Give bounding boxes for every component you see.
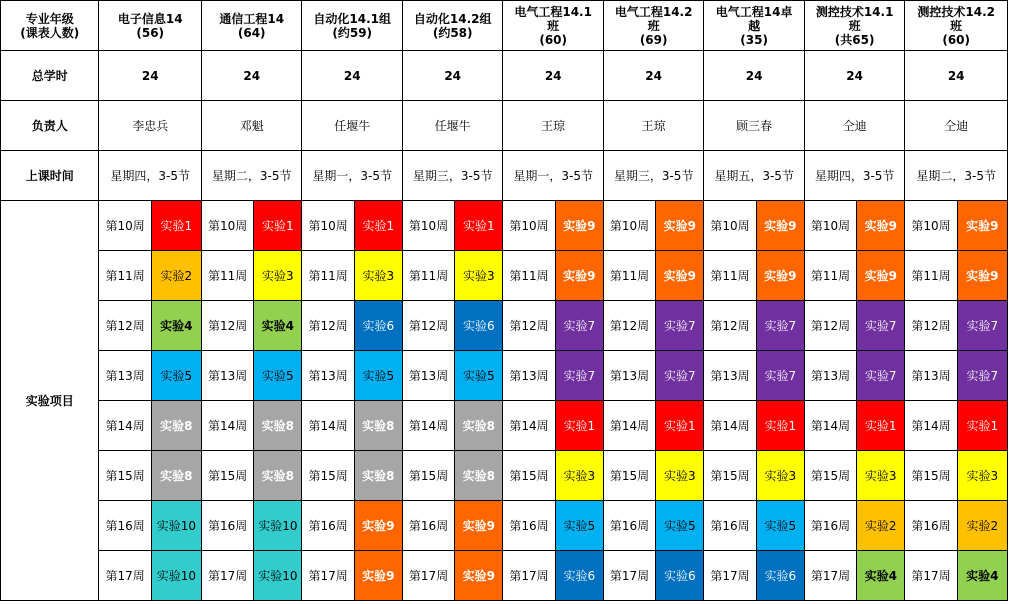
experiment-cell: 实验9 [756, 201, 804, 251]
class-header [99, 1, 202, 51]
experiment-cell: 实验5 [455, 351, 503, 401]
experiment-cell: 实验1 [656, 401, 704, 451]
week-cell: 第15周 [99, 451, 151, 501]
week-cell: 第12周 [603, 301, 655, 351]
week-cell: 第11周 [503, 251, 555, 301]
experiment-cell: 实验10 [254, 501, 302, 551]
experiment-cell: 实验8 [354, 451, 402, 501]
experiment-cell: 实验9 [354, 501, 402, 551]
owner-cell: 任堰牛 [302, 101, 402, 151]
experiment-cell: 实验1 [555, 401, 603, 451]
experiment-cell: 实验5 [254, 351, 302, 401]
week-cell: 第17周 [905, 551, 957, 601]
week-cell: 第13周 [503, 351, 555, 401]
class-header-line: 班 [547, 18, 560, 33]
experiment-cell: 实验9 [957, 201, 1007, 251]
hours-row [1, 51, 1008, 101]
week-cell: 第17周 [804, 551, 856, 601]
experiment-cell: 实验5 [354, 351, 402, 401]
experiment-cell: 实验9 [555, 201, 603, 251]
week-cell: 第10周 [402, 201, 454, 251]
experiment-cell: 实验1 [254, 201, 302, 251]
week-cell: 第15周 [804, 451, 856, 501]
class-header-line: 电气工程14.2 [614, 4, 693, 19]
experiment-cell: 实验6 [656, 551, 704, 601]
class-time-cell: 星期三，3-5节 [402, 151, 502, 201]
week-cell: 第16周 [201, 501, 253, 551]
week-cell: 第11周 [704, 251, 756, 301]
week-cell: 第11周 [201, 251, 253, 301]
class-header [804, 1, 904, 51]
class-header [603, 1, 703, 51]
class-time-cell: 星期四，3-5节 [804, 151, 904, 201]
week-row [1, 501, 1008, 551]
time-label: 上课时间 [1, 151, 99, 201]
week-cell: 第13周 [302, 351, 354, 401]
week-cell: 第10周 [804, 201, 856, 251]
week-cell: 第13周 [603, 351, 655, 401]
owner-cell: 李忠兵 [99, 101, 202, 151]
week-cell: 第10周 [905, 201, 957, 251]
corner-line-1: 专业年级 [25, 11, 74, 26]
experiment-cell: 实验3 [455, 251, 503, 301]
total-hours-cell: 24 [302, 51, 402, 101]
corner-line-2: (课表人数) [20, 25, 80, 40]
experiment-cell: 实验3 [254, 251, 302, 301]
experiment-cell: 实验3 [354, 251, 402, 301]
experiment-cell: 实验6 [555, 551, 603, 601]
week-cell: 第14周 [905, 401, 957, 451]
experiment-cell: 实验7 [857, 301, 905, 351]
week-cell: 第15周 [603, 451, 655, 501]
class-header-line: (69) [639, 32, 668, 47]
experiment-cell: 实验8 [455, 451, 503, 501]
week-cell: 第13周 [804, 351, 856, 401]
week-cell: 第11周 [402, 251, 454, 301]
class-header [704, 1, 804, 51]
experiment-cell: 实验7 [957, 301, 1007, 351]
week-cell: 第17周 [704, 551, 756, 601]
class-header-line: (共65) [834, 32, 875, 47]
week-cell: 第12周 [302, 301, 354, 351]
week-row [1, 351, 1008, 401]
class-header-line: (约58) [432, 25, 473, 40]
total-hours-cell: 24 [804, 51, 904, 101]
week-cell: 第17周 [503, 551, 555, 601]
owner-cell: 仝迪 [905, 101, 1008, 151]
experiment-cell: 实验7 [656, 351, 704, 401]
experiment-cell: 实验8 [254, 451, 302, 501]
header-row [1, 1, 1008, 51]
total-hours-cell: 24 [603, 51, 703, 101]
experiment-cell: 实验9 [455, 501, 503, 551]
week-cell: 第15周 [201, 451, 253, 501]
week-cell: 第15周 [302, 451, 354, 501]
week-cell: 第14周 [402, 401, 454, 451]
week-cell: 第10周 [503, 201, 555, 251]
class-header [402, 1, 502, 51]
experiment-cell: 实验10 [151, 501, 201, 551]
class-header-line: 测控技术14.2 [917, 4, 995, 19]
class-header-line: (56) [136, 25, 165, 40]
class-header-line: (约59) [332, 25, 373, 40]
experiment-cell: 实验10 [254, 551, 302, 601]
owner-cell: 任堰牛 [402, 101, 502, 151]
week-cell: 第11周 [804, 251, 856, 301]
experiment-cell: 实验3 [857, 451, 905, 501]
experiment-cell: 实验9 [857, 201, 905, 251]
experiment-cell: 实验8 [254, 401, 302, 451]
week-cell: 第12周 [905, 301, 957, 351]
week-cell: 第16周 [503, 501, 555, 551]
class-header-line: 测控技术14.1 [815, 4, 894, 19]
class-header-line: 自动化14.2组 [413, 11, 492, 26]
experiment-cell: 实验8 [151, 401, 201, 451]
experiment-cell: 实验2 [957, 501, 1007, 551]
week-cell: 第14周 [503, 401, 555, 451]
week-cell: 第16周 [99, 501, 151, 551]
week-cell: 第14周 [99, 401, 151, 451]
week-row [1, 201, 1008, 251]
experiment-cell: 实验1 [756, 401, 804, 451]
experiment-cell: 实验5 [756, 501, 804, 551]
class-header-line: (64) [237, 25, 266, 40]
week-cell: 第10周 [302, 201, 354, 251]
week-row [1, 301, 1008, 351]
experiment-cell: 实验6 [354, 301, 402, 351]
total-hours-cell: 24 [402, 51, 502, 101]
owner-label: 负责人 [1, 101, 99, 151]
class-header [905, 1, 1008, 51]
week-cell: 第17周 [201, 551, 253, 601]
week-cell: 第12周 [503, 301, 555, 351]
week-cell: 第14周 [201, 401, 253, 451]
class-header [302, 1, 402, 51]
week-cell: 第16周 [804, 501, 856, 551]
owner-cell: 顾三春 [704, 101, 804, 151]
experiment-cell: 实验5 [555, 501, 603, 551]
class-header-line: 电气工程14卓 [715, 4, 793, 19]
owner-cell: 王琼 [603, 101, 703, 151]
experiment-cell: 实验7 [756, 301, 804, 351]
week-cell: 第13周 [99, 351, 151, 401]
week-row [1, 451, 1008, 501]
experiment-cell: 实验9 [656, 251, 704, 301]
experiment-cell: 实验1 [151, 201, 201, 251]
total-hours-cell: 24 [503, 51, 603, 101]
total-hours-cell: 24 [201, 51, 301, 101]
experiment-cell: 实验7 [857, 351, 905, 401]
experiment-cell: 实验8 [455, 401, 503, 451]
class-header-line: 通信工程14 [219, 11, 285, 26]
experiment-cell: 实验4 [254, 301, 302, 351]
class-header [503, 1, 603, 51]
class-time-cell: 星期一，3-5节 [302, 151, 402, 201]
experiment-cell: 实验4 [957, 551, 1007, 601]
experiment-cell: 实验9 [354, 551, 402, 601]
week-cell: 第14周 [603, 401, 655, 451]
owner-cell: 邓魁 [201, 101, 301, 151]
experiment-cell: 实验2 [857, 501, 905, 551]
week-cell: 第17周 [302, 551, 354, 601]
week-cell: 第11周 [302, 251, 354, 301]
week-cell: 第17周 [99, 551, 151, 601]
class-header-line: 自动化14.1组 [313, 11, 391, 26]
experiment-cell: 实验6 [455, 301, 503, 351]
week-cell: 第11周 [905, 251, 957, 301]
week-cell: 第12周 [201, 301, 253, 351]
experiment-cell: 实验8 [354, 401, 402, 451]
week-cell: 第15周 [704, 451, 756, 501]
class-header-line: 越 [748, 18, 761, 33]
experiment-cell: 实验2 [151, 251, 201, 301]
class-header-line: 电气工程14.1 [514, 4, 592, 19]
week-row [1, 551, 1008, 601]
owner-cell: 王琼 [503, 101, 603, 151]
experiment-cell: 实验1 [857, 401, 905, 451]
week-cell: 第13周 [402, 351, 454, 401]
week-cell: 第16周 [905, 501, 957, 551]
experiment-cell: 实验3 [756, 451, 804, 501]
experiment-cell: 实验9 [555, 251, 603, 301]
week-row [1, 401, 1008, 451]
week-cell: 第15周 [402, 451, 454, 501]
class-header-line: 班 [950, 18, 963, 33]
class-header [201, 1, 301, 51]
corner-header [1, 1, 99, 51]
class-header-line: 班 [848, 18, 861, 33]
class-header-line: (60) [539, 32, 567, 47]
class-time-cell: 星期四，3-5节 [99, 151, 202, 201]
week-cell: 第17周 [402, 551, 454, 601]
owner-cell: 仝迪 [804, 101, 904, 151]
week-cell: 第10周 [99, 201, 151, 251]
week-cell: 第17周 [603, 551, 655, 601]
class-header-line: (60) [942, 32, 971, 47]
week-cell: 第11周 [99, 251, 151, 301]
owner-row [1, 101, 1008, 151]
week-cell: 第12周 [704, 301, 756, 351]
week-cell: 第12周 [99, 301, 151, 351]
total-hours-cell: 24 [99, 51, 202, 101]
experiment-cell: 实验1 [354, 201, 402, 251]
experiment-cell: 实验7 [756, 351, 804, 401]
experiment-cell: 实验3 [656, 451, 704, 501]
experiment-cell: 实验10 [151, 551, 201, 601]
hours-label: 总学时 [1, 51, 99, 101]
experiment-cell: 实验5 [656, 501, 704, 551]
experiment-cell: 实验7 [957, 351, 1007, 401]
week-cell: 第16周 [302, 501, 354, 551]
experiment-cell: 实验7 [555, 351, 603, 401]
week-cell: 第15周 [503, 451, 555, 501]
experiment-cell: 实验9 [455, 551, 503, 601]
project-label: 实验项目 [1, 201, 99, 601]
week-row [1, 251, 1008, 301]
week-cell: 第10周 [704, 201, 756, 251]
experiment-cell: 实验1 [957, 401, 1007, 451]
class-header-line: 电子信息14 [117, 11, 183, 26]
week-cell: 第12周 [402, 301, 454, 351]
week-cell: 第10周 [201, 201, 253, 251]
experiment-cell: 实验7 [656, 301, 704, 351]
experiment-cell: 实验7 [555, 301, 603, 351]
experiment-cell: 实验9 [957, 251, 1007, 301]
experiment-cell: 实验6 [756, 551, 804, 601]
class-header-line: 班 [647, 18, 660, 33]
week-cell: 第10周 [603, 201, 655, 251]
week-cell: 第11周 [603, 251, 655, 301]
class-time-cell: 星期二，3-5节 [201, 151, 301, 201]
experiment-cell: 实验4 [151, 301, 201, 351]
week-cell: 第14周 [804, 401, 856, 451]
class-time-cell: 星期三，3-5节 [603, 151, 703, 201]
class-time-cell: 星期五，3-5节 [704, 151, 804, 201]
week-cell: 第13周 [704, 351, 756, 401]
experiment-cell: 实验5 [151, 351, 201, 401]
experiment-cell: 实验3 [957, 451, 1007, 501]
week-cell: 第15周 [905, 451, 957, 501]
experiment-cell: 实验8 [151, 451, 201, 501]
week-cell: 第14周 [704, 401, 756, 451]
time-row [1, 151, 1008, 201]
week-cell: 第13周 [201, 351, 253, 401]
total-hours-cell: 24 [905, 51, 1008, 101]
week-cell: 第16周 [704, 501, 756, 551]
week-cell: 第12周 [804, 301, 856, 351]
class-time-cell: 星期一，3-5节 [503, 151, 603, 201]
week-cell: 第13周 [905, 351, 957, 401]
experiment-cell: 实验1 [455, 201, 503, 251]
week-cell: 第14周 [302, 401, 354, 451]
experiment-cell: 实验9 [756, 251, 804, 301]
total-hours-cell: 24 [704, 51, 804, 101]
experiment-cell: 实验9 [656, 201, 704, 251]
class-header-line: (35) [740, 32, 768, 47]
experiment-cell: 实验9 [857, 251, 905, 301]
experiment-cell: 实验4 [857, 551, 905, 601]
week-cell: 第16周 [603, 501, 655, 551]
experiment-cell: 实验3 [555, 451, 603, 501]
week-cell: 第16周 [402, 501, 454, 551]
class-time-cell: 星期二，3-5节 [905, 151, 1008, 201]
